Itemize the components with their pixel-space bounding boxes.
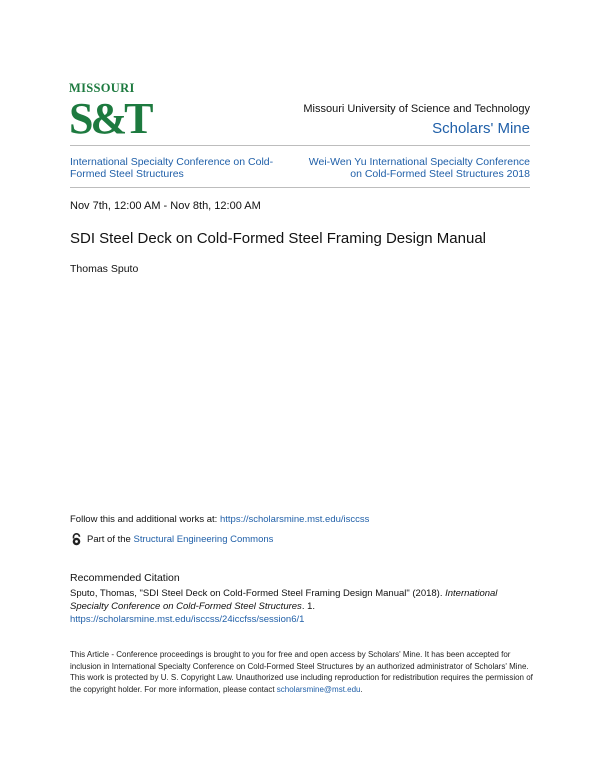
paper-author: Thomas Sputo (70, 263, 139, 275)
contact-email-link[interactable]: scholarsmine@mst.edu (276, 684, 361, 694)
conference-event-link[interactable]: Wei-Wen Yu International Specialty Conference on Cold-Formed Steel Structures 2018 (308, 156, 530, 180)
citation-text: Sputo, Thomas, "SDI Steel Deck on Cold-Formed Steel Framing Design Manual" (2018). (70, 588, 446, 599)
part-of-line (70, 533, 273, 546)
citation-url-link[interactable]: https://scholarsmine.mst.edu/isccss/24iccfss/session6/1 (70, 614, 305, 625)
citation-journal: International Specialty Conference on Cold-Formed Steel Structures (70, 588, 498, 612)
citation-body (70, 587, 530, 626)
discipline-link[interactable]: Structural Engineering Commons (133, 534, 274, 545)
notice-end: . (360, 684, 363, 694)
event-dates: Nov 7th, 12:00 AM - Nov 8th, 12:00 AM (70, 200, 261, 212)
follow-line (70, 514, 369, 525)
svg-text:S&T: S&T (69, 94, 151, 143)
logo-st-mark (69, 94, 151, 143)
citation-suffix: . 1. (301, 601, 316, 612)
collection-url-link[interactable]: https://scholarsmine.mst.edu/isccss (219, 514, 370, 525)
open-access-icon (70, 533, 83, 546)
conference-series-link[interactable]: International Specialty Conference on Cold-Formed Steel Structures (70, 156, 274, 180)
citation-heading: Recommended Citation (70, 572, 180, 584)
follow-text: Follow this and additional works at: (70, 514, 220, 525)
paper-title: SDI Steel Deck on Cold-Formed Steel Framing Design Manual (70, 230, 487, 247)
conference-divider (70, 187, 530, 188)
notice-text: This Article - Conference proceedings is brought to you for free and open access by Scholars' Mine. It has been accepted for inclusion in International Specialty Conference on Cold-Formed Steel Structures by an authorized administrator of Scholars' Mine. This work is protected by U. S. Copyright Law. Unauthorized use including reproduction for redistribution requires the permission of the copyright holder. For more information, please contact (70, 650, 533, 694)
institution-name: Missouri University of Science and Technology (303, 103, 530, 115)
part-of-prefix: Part of the (87, 534, 131, 545)
university-logo (69, 81, 151, 143)
repository-link[interactable]: Scholars' Mine (432, 120, 530, 137)
header-divider (70, 145, 530, 146)
access-notice (70, 649, 540, 695)
logo-missouri-text: MISSOURI (69, 81, 135, 95)
